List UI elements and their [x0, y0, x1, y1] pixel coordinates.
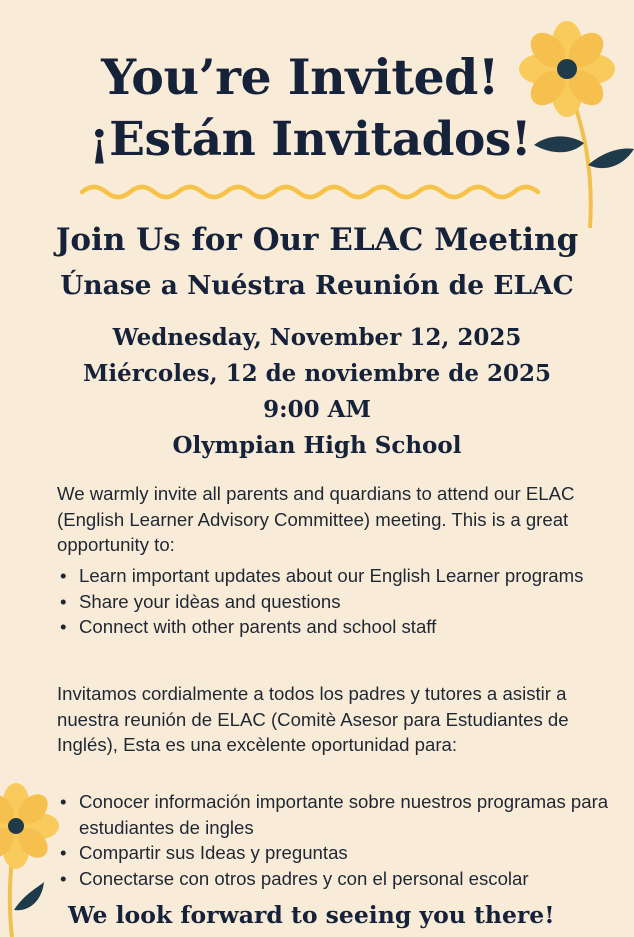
bullet-list-spanish [57, 789, 617, 891]
intro-spanish: Invitamos cordialmente a todos los padres y tutores a asistir a nuestra reunión de ELAC (Comitè Asesor para Estudiantes de Inglés), Esta es una excèlente oportunidad para: [57, 683, 569, 755]
list-item: • Share your idèas and questions [57, 589, 617, 615]
closing-message: We look forward to seeing you there! [68, 901, 555, 929]
event-date-spanish: Miércoles, 12 de noviembre de 2025 [82, 360, 552, 387]
list-item: • Learn important updates about our English Learner programs [57, 563, 617, 589]
subheading-spanish: Únase a Nuéstra Reunión de ELAC [60, 270, 574, 301]
list-item: • Conocer información importante sobre nuestros programas para estudiantes de ingles [57, 789, 617, 840]
bullet-list-english [57, 563, 617, 640]
list-item: • Compartir sus Ideas y preguntas [57, 840, 617, 866]
intro-english: We warmly invite all parents and quardians to attend our ELAC (English Learner Advisory Committee) meeting. This is a great opportunity to: [57, 483, 575, 555]
wave-divider [80, 180, 550, 202]
title-english: You’re Invited! [101, 48, 499, 106]
list-item: • Conectarse con otros padres y con el personal escolar [57, 866, 617, 892]
subheading-english: Join Us for Our ELAC Meeting [55, 222, 579, 258]
event-details [0, 320, 634, 464]
event-time: 9:00 AM [263, 396, 371, 423]
list-item: • Connect with other parents and school staff [57, 614, 617, 640]
event-date-english: Wednesday, November 12, 2025 [112, 324, 522, 351]
event-location: Olympian High School [172, 432, 462, 459]
title-spanish: ¡Están Invitados! [89, 112, 531, 167]
